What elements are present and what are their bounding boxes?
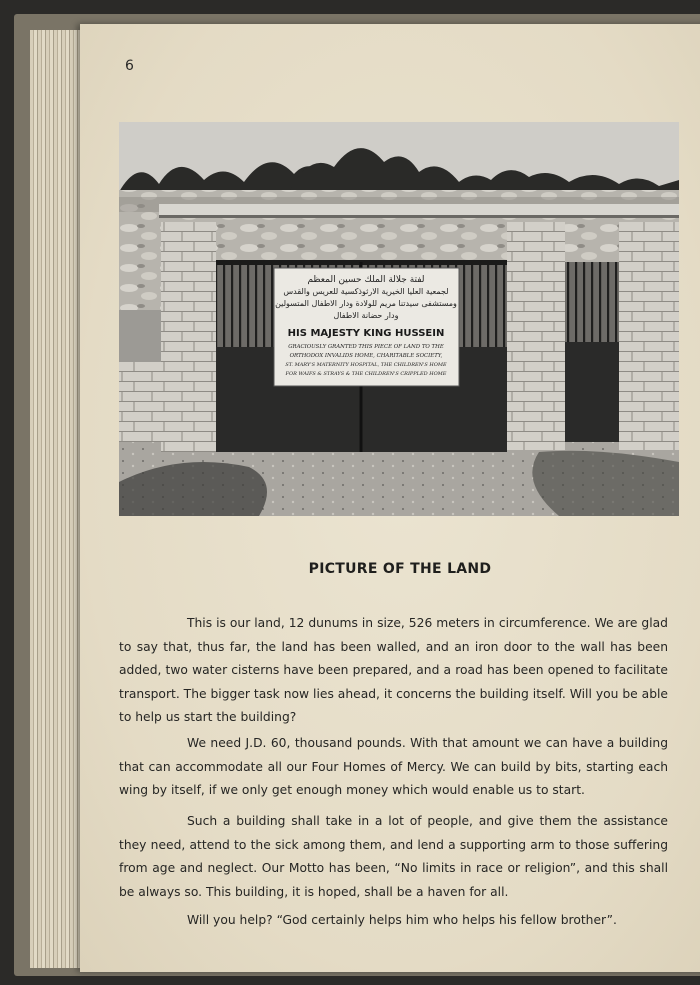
banner-line-2: ORTHODOX INVALIDS HOME, CHARITABLE SOCIETY,	[289, 353, 443, 359]
banner-title: HIS MAJESTY KING HUSSEIN	[287, 328, 445, 339]
land-photo	[119, 122, 679, 516]
page-number: 6	[125, 58, 134, 74]
gate-illustration	[119, 122, 679, 516]
paragraph-funding: We need J.D. 60, thousand pounds. With that amount we can have a building that can accommodate all our Four Homes of Mercy. We can build by bits, starting each wing by itself, if we only get enough money which would enable us to start.	[119, 736, 668, 797]
banner-line-4: FOR WAIFS & STRAYS & THE CHILDREN'S CRIPPLED HOME	[285, 371, 447, 377]
page-heading: PICTURE OF THE LAND	[308, 561, 492, 577]
banner-line-1: GRACIOUSLY GRANTED THIS PIECE OF LAND TO THE	[288, 344, 444, 350]
paragraph-appeal: Will you help? “God certainly helps him who helps his fellow brother”.	[187, 913, 617, 927]
banner-arabic-3: ومستشفى سيدتنا مريم للولادة ودار الاطفال المتسولين	[275, 299, 457, 308]
banner-arabic-4: ودار حضانة الاطفال	[333, 311, 399, 320]
banner-line-3: ST. MARY'S MATERNITY HOSPITAL, THE CHILDREN'S HOME	[285, 362, 447, 368]
banner-arabic-1: لفتة جلالة الملك حسين المعظم	[307, 275, 425, 285]
banner-arabic-2: لجمعية العليا الخيرية الارثوذكسية للعريس والقدس	[283, 287, 449, 296]
paragraph-mission: Such a building shall take in a lot of people, and give them the assistance they need, attend to the sick among them, and lend a supporting arm to those suffering from age and neglect. Our Motto has been, “No limits in race or religion”, and this shall be always so. This building, it is hoped, shall be a haven for all.	[119, 814, 668, 899]
paragraph-land: This is our land, 12 dunums in size, 526 meters in circumference. We are glad to say that, thus far, the land has been walled, and an iron door to the wall has been added, two water cisterns have been prepared, and a road has been opened to facilitate transport. The bigger task now lies ahead, it concerns the building itself. Will you be able to help us start the building?	[119, 616, 668, 724]
